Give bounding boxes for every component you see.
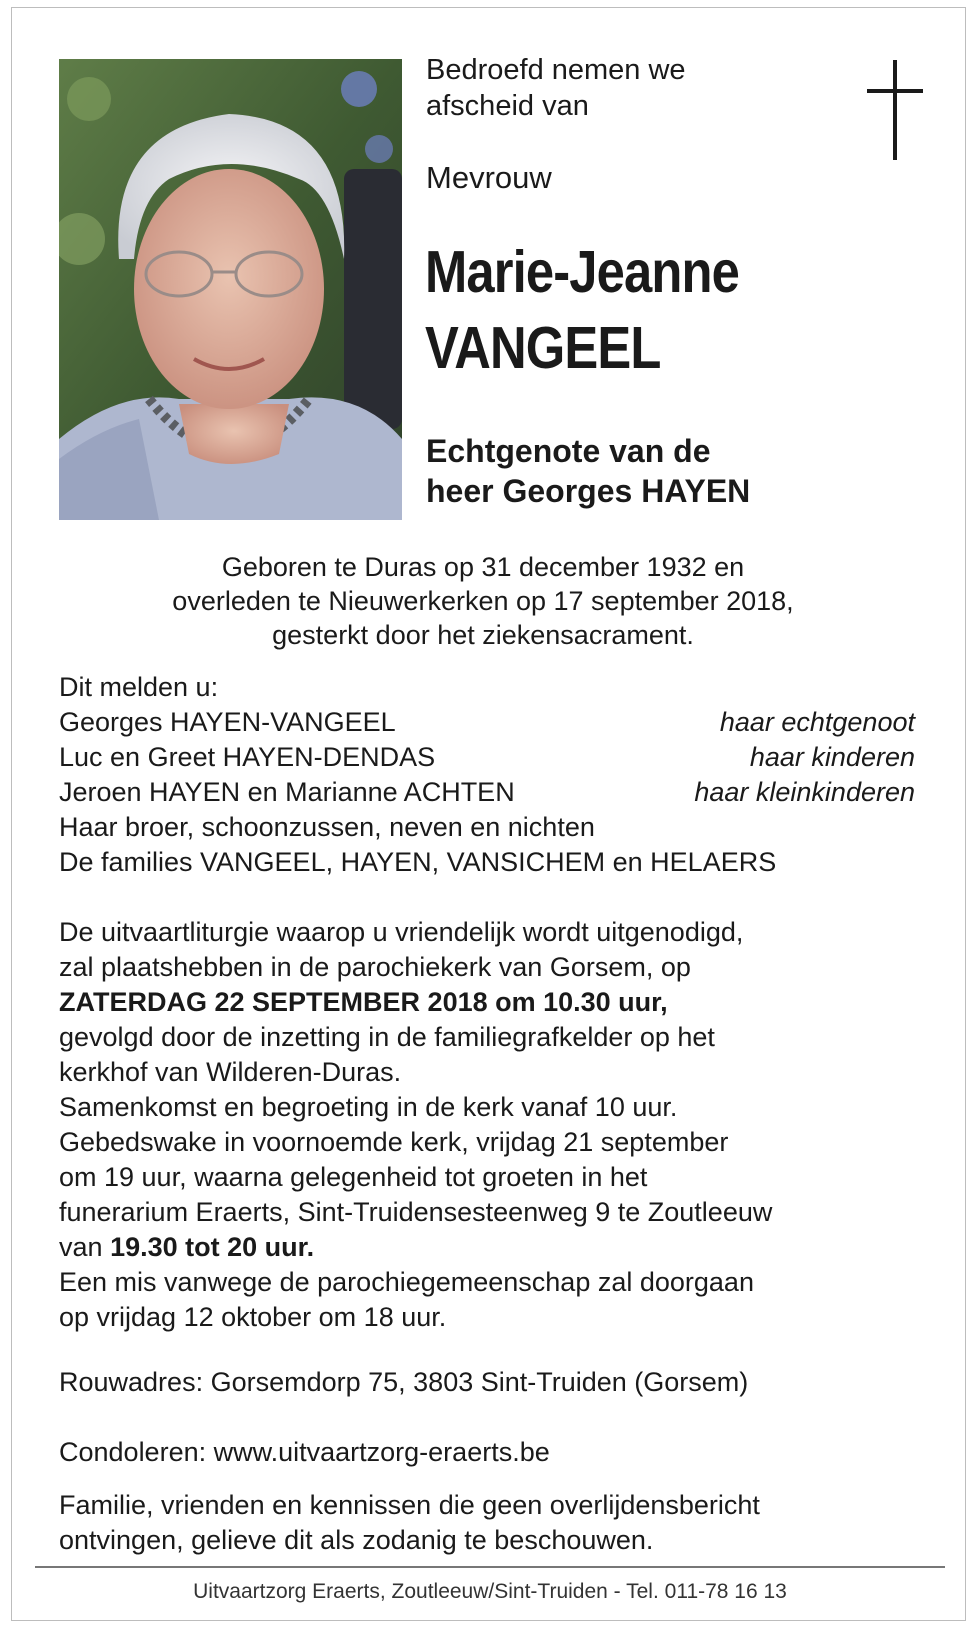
service-line-5: kerkhof van Wilderen-Duras.: [59, 1057, 402, 1087]
service-line-10-prefix: van: [59, 1232, 103, 1262]
wake-time: 19.30 tot 20 uur.: [110, 1232, 315, 1262]
first-name: Marie-Jeanne: [425, 239, 739, 305]
service-line-6: Samenkomst en begroeting in de kerk vanaf 10 uur.: [59, 1092, 678, 1122]
notice-text: [59, 1488, 919, 1558]
service-line-4: gevolgd door de inzetting in de familiegrafkelder op het: [59, 1022, 715, 1052]
service-line-12: op vrijdag 12 oktober om 18 uur.: [59, 1302, 447, 1332]
mourning-address: Rouwadres: Gorsemdorp 75, 3803 Sint-Truiden (Gorsem): [59, 1367, 749, 1397]
service-line-7: Gebedswake in voornoemde kerk, vrijdag 21 september: [59, 1127, 729, 1157]
birth-line-3: gesterkt door het ziekensacrament.: [272, 620, 694, 650]
service-line-8: om 19 uur, waarna gelegenheid tot groeten in het: [59, 1162, 648, 1192]
funeral-home-footer: Uitvaartzorg Eraerts, Zoutleeuw/Sint-Truiden - Tel. 011-78 16 13: [193, 1580, 787, 1603]
service-line-10: [59, 1230, 919, 1265]
family-member-name: Jeroen HAYEN en Marianne ACHTEN: [59, 777, 515, 807]
portrait-photo: [59, 59, 402, 520]
spouse-line-2: heer Georges HAYEN: [426, 473, 751, 509]
family-relation: haar kinderen: [749, 742, 915, 772]
service-date: ZATERDAG 22 SEPTEMBER 2018 om 10.30 uur,: [59, 987, 668, 1017]
spouse-line-1: Echtgenote van de: [426, 433, 711, 469]
service-line-1: De uitvaartliturgie waarop u vriendelijk wordt uitgenodigd,: [59, 917, 744, 947]
family-line-4: Haar broer, schoonzussen, neven en nichten: [59, 812, 595, 842]
family-relation: haar echtgenoot: [719, 707, 915, 737]
condolences-link[interactable]: Condoleren: www.uitvaartzorg-eraerts.be: [59, 1437, 550, 1467]
intro-line-1: Bedroefd nemen we: [426, 54, 686, 86]
service-details: [59, 915, 919, 1335]
family-row: [59, 740, 919, 775]
deceased-name: [425, 234, 739, 386]
family-row: [59, 705, 919, 740]
notice-line-1: Familie, vrienden en kennissen die geen overlijdensbericht: [59, 1490, 760, 1520]
family-row: [59, 775, 919, 810]
family-intro: Dit melden u:: [59, 672, 219, 702]
footer-divider: [35, 1566, 945, 1568]
family-member-name: Luc en Greet HAYEN-DENDAS: [59, 742, 436, 772]
service-line-11: Een mis vanwege de parochiegemeenschap zal doorgaan: [59, 1267, 754, 1297]
intro-line-2: afscheid van: [426, 90, 589, 122]
intro-text: [426, 52, 686, 124]
last-name: VANGEEL: [425, 315, 661, 381]
service-line-2: zal plaatshebben in de parochiekerk van Gorsem, op: [59, 952, 691, 982]
latin-cross-icon: [867, 60, 923, 160]
honorific-title: Mevrouw: [426, 160, 552, 195]
birth-death-info: [59, 550, 907, 652]
spouse-info: [426, 431, 750, 511]
family-line-5: De families VANGEEL, HAYEN, VANSICHEM en HELAERS: [59, 847, 777, 877]
family-member-name: Georges HAYEN-VANGEEL: [59, 707, 396, 737]
birth-line-2: overleden te Nieuwerkerken op 17 september 2018,: [172, 586, 794, 616]
service-line-9: funerarium Eraerts, Sint-Truidensesteenweg 9 te Zoutleeuw: [59, 1197, 773, 1227]
notice-line-2: ontvingen, gelieve dit als zodanig te beschouwen.: [59, 1525, 654, 1555]
birth-line-1: Geboren te Duras op 31 december 1932 en: [221, 552, 745, 582]
family-relation: haar kleinkinderen: [694, 777, 915, 807]
family-list: [59, 670, 919, 880]
